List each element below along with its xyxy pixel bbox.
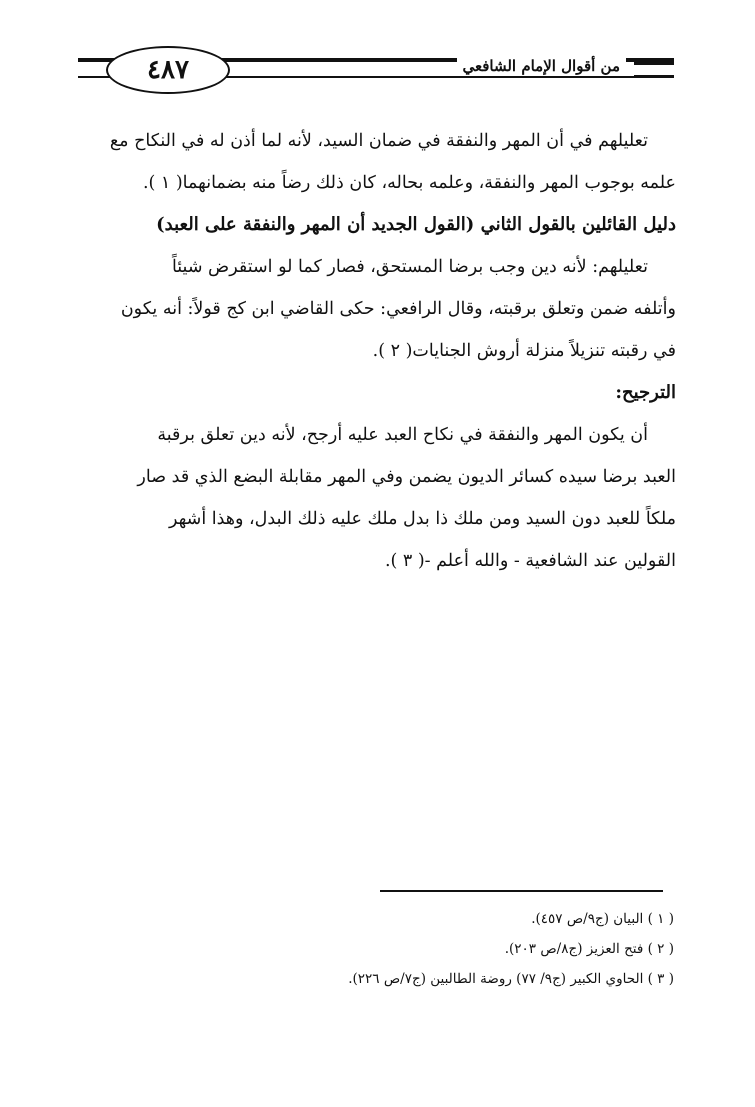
footnote: ( ٣ ) الحاوي الكبير (ج٩/ ٧٧) روضة الطالبين (ج٧/ص ٢٢٦).	[348, 971, 674, 987]
footnote: ( ١ ) البيان (ج٩/ص ٤٥٧).	[531, 911, 674, 927]
paragraph-line: في رقبته تنزيلاً منزلة أروش الجنايات( ٢ ).	[372, 341, 676, 361]
body-text	[78, 120, 676, 582]
paragraph-line: ملكاً للعبد دون السيد ومن ملك ذا بدل ملك عليه ذلك البدل، وهذا أشهر	[168, 509, 676, 529]
page-number: ٤٨٧	[106, 46, 230, 94]
section-heading: دليل القائلين بالقول الثاني (القول الجديد أن المهر والنفقة على العبد)	[156, 214, 676, 235]
paragraph-line: العبد برضا سيده كسائر الديون يضمن وفي المهر مقابلة البضع الذي قد صار	[137, 467, 676, 487]
footnotes	[150, 904, 674, 994]
paragraph-line: علمه بوجوب المهر والنفقة، وعلمه بحاله، كان ذلك رضاً منه بضمانهما( ١ ).	[142, 173, 676, 193]
header-ornament	[634, 62, 674, 78]
running-title: من أقوال الإمام الشافعي	[457, 57, 627, 75]
paragraph-line: أن يكون المهر والنفقة في نكاح العبد عليه أرجح، لأنه دين تعلق برقبة	[157, 425, 648, 445]
paragraph-line: وأتلفه ضمن وتعلق برقبته، وقال الرافعي: حكى القاضي ابن كج قولاً: أنه يكون	[120, 299, 676, 319]
paragraph-line: تعليلهم في أن المهر والنفقة في ضمان السيد، لأنه لما أذن له في النكاح مع	[109, 131, 648, 151]
page-header	[78, 42, 674, 98]
paragraph-line: تعليلهم: لأنه دين وجب برضا المستحق، فصار كما لو استقرض شيئاً	[171, 257, 648, 277]
footnote-separator	[380, 890, 663, 892]
section-heading: الترجيح:	[615, 382, 676, 403]
footnote: ( ٢ ) فتح العزيز (ج٨/ص ٢٠٣).	[504, 941, 674, 957]
paragraph-line: القولين عند الشافعية - والله أعلم -( ٣ ).	[384, 551, 676, 571]
